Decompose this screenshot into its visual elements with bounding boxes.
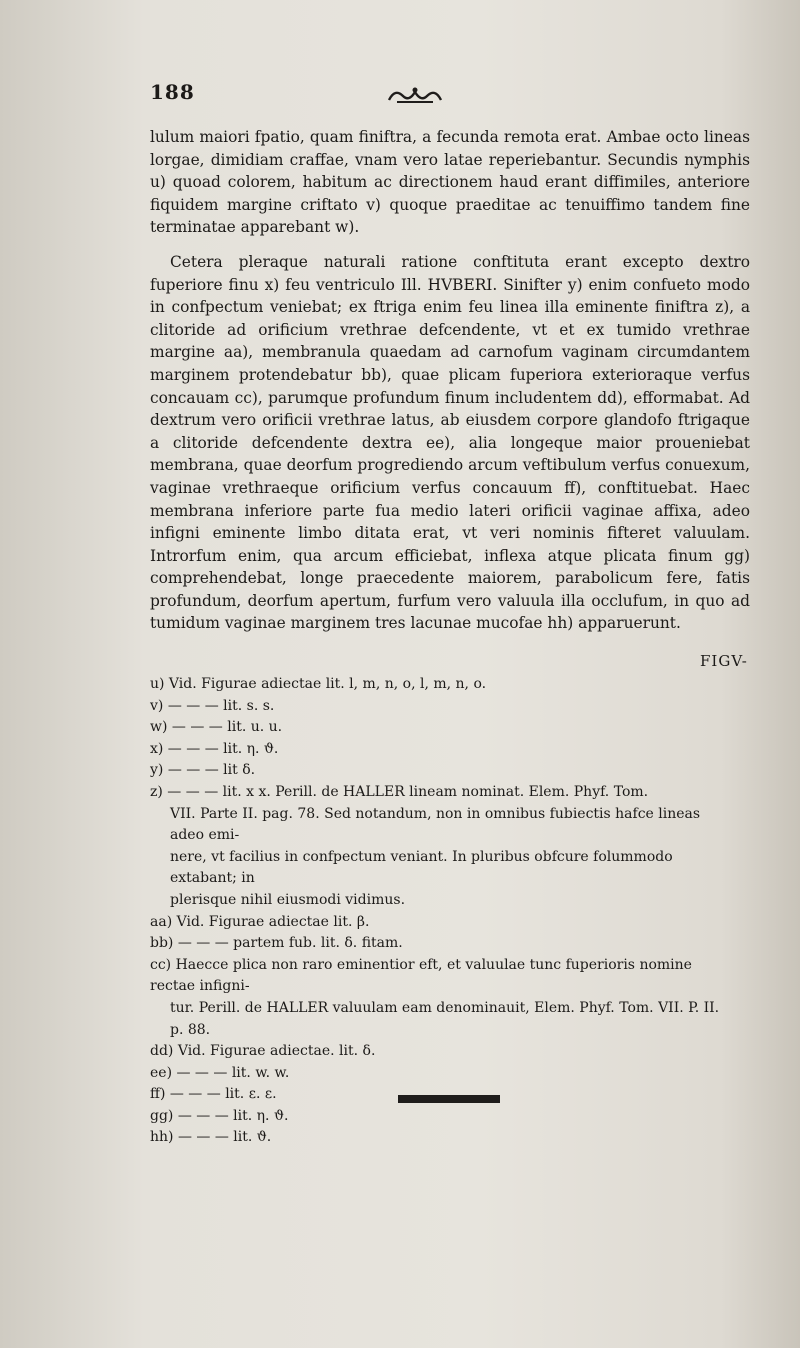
footnote: ff) — — — lit. ε. ε.	[150, 1086, 277, 1103]
end-rule	[398, 1095, 500, 1103]
footnote: y) — — — lit δ.	[150, 762, 256, 779]
footnote-continuation: VII. Parte II. pag. 78. Sed notandum, non in omnibus fubiectis hafce lineas adeo emi-	[170, 805, 701, 844]
footnote: u) Vid. Figurae adiectae lit. l, m, n, o, l, m, n, o.	[150, 676, 487, 692]
catchword: FIGV-	[700, 652, 748, 670]
footnote: bb) — — — partem fub. lit. δ. fitam.	[150, 935, 403, 952]
footnote: w) — — — lit. u. u.	[150, 719, 283, 736]
printer-ornament-icon	[385, 84, 445, 106]
footnote-continuation: tur. Perill. de HALLER valuulam eam denominauit, Elem. Phyf. Tom. VII. P. II.	[170, 999, 720, 1016]
page-header	[150, 80, 710, 110]
main-text	[150, 126, 750, 635]
footnote: hh) — — — lit. ϑ.	[150, 1129, 272, 1146]
footnote: v) — — — lit. s. s.	[150, 697, 275, 714]
footnote: ee) — — — lit. w. w.	[150, 1064, 290, 1081]
footnote: z) — — — lit. x x. Perill. de HALLER lineam nominat. Elem. Phyf. Tom.	[150, 783, 649, 800]
footnotes	[150, 674, 720, 1149]
page-number: 188	[150, 80, 195, 104]
footnote-continuation: plerisque nihil eiusmodi vidimus.	[170, 891, 406, 908]
footnote: x) — — — lit. η. ϑ.	[150, 740, 279, 757]
footnote-continuation: p. 88.	[170, 1021, 211, 1038]
footnote: dd) Vid. Figurae adiectae. lit. δ.	[150, 1043, 376, 1060]
paragraph: Cetera pleraque naturali ratione conftituta erant excepto dextro fuperiore finu x) feu ventriculo Ill. HVBERI. Sinifter y) enim confueto modo in confpectum veniebat; ex ftriga enim feu linea illa eminente finiftra z), a clitoride ad orificium vrethrae defcendente, vt et ex tumido vrethrae margine aa), membranula quaedam ad carnofum vaginam circumdantem marginem protendebatur bb), quae plicam fuperiora exterioraque verfus concauam cc), parumque profundum finum includentem dd), efformabat. Ad dextrum vero orificii vrethrae latus, ab eiusdem corpore glandofo ftrigaque a clitoride defcendente dextra ee), alia longeque maior proueniebat membrana, quae deorfum progrediendo arcum veftibulum verfus conuexum, vaginae vrethraeque orificium verfus concauum ff), conftituebat. Haec membrana inferiore parte fua medio lateri orificii vaginae affixa, adeo infigni eminente limbo ditata erat, vt veri nominis fifteret valuulam. Introrfum enim, qua arcum efficiebat, inflexa atque plicata finum gg) comprehendebat, longe praecedente maiorem, parabolicum fere, fatis profundum, deorfum apertum, furfum vero valuula illa occlufum, in quo ad tumidum vaginae marginem tres lacunae mucofae hh) apparuerunt.	[150, 252, 750, 633]
paragraph: lulum maiori fpatio, quam finiftra, a fecunda remota erat. Ambae octo lineas lorgae, dimidiam craffae, vnam vero latae reperiebantur. Secundis nymphis u) quoad colorem, habitum ac directionem haud erant diffimiles, anteriore fiquidem margine criftato v) quoque praeditae ac tenuiffimo tandem fine terminatae apparebant w).	[150, 128, 750, 237]
footnote: cc) Haecce plica non raro eminentior eft, et valuulae tunc fuperioris nomine rectae infigni-	[150, 956, 692, 995]
footnote-continuation: nere, vt facilius in confpectum veniant. In pluribus obfcure folummodo extabant; in	[170, 848, 673, 887]
footnote: aa) Vid. Figurae adiectae lit. β.	[150, 913, 370, 930]
footnote: gg) — — — lit. η. ϑ.	[150, 1107, 289, 1124]
